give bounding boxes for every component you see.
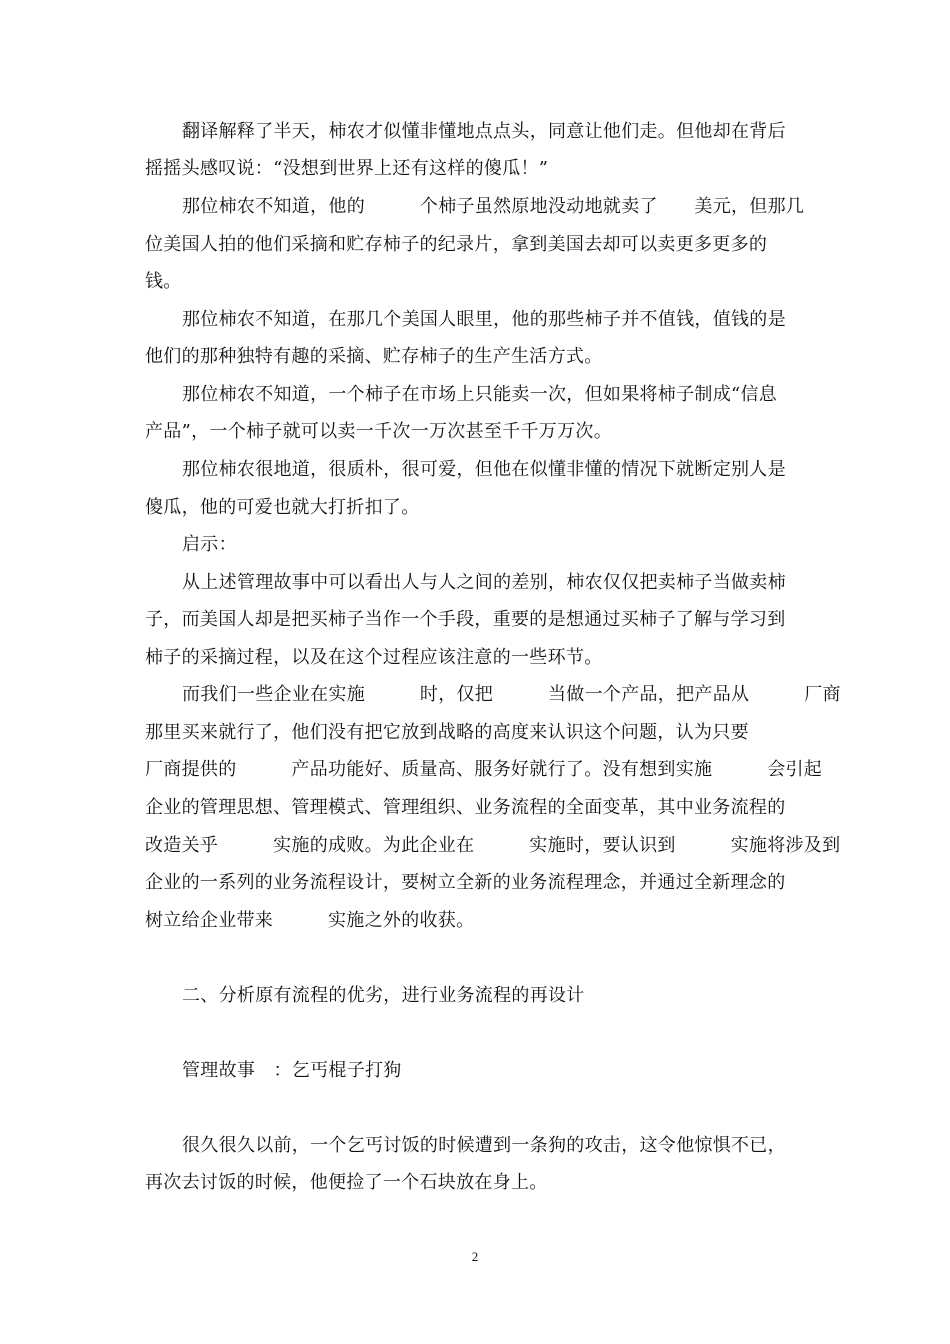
- text-line: 子，而美国人却是把买柿子当作一个手段，重要的是想通过买柿子了解与学习到: [145, 609, 786, 630]
- text-line: 那里买来就行了，他们没有把它放到战略的高度来认识这个问题，认为只要: [145, 722, 749, 743]
- section-heading: 二、分析原有流程的优劣，进行业务流程的再设计: [182, 985, 585, 1006]
- text-line: 产品”，一个柿子就可以卖一千次一万次甚至千千万万次。: [145, 421, 612, 442]
- text-line: 很久很久以前，一个乞丐讨饭的时候遭到一条狗的攻击，这令他惊惧不已，: [182, 1135, 786, 1156]
- text-line: 那位柿农不知道，他的 个柿子虽然原地没动地就卖了 美元，但那几: [182, 196, 805, 217]
- text-line: 钱。: [145, 271, 182, 292]
- text-line: 从上述管理故事中可以看出人与人之间的差别，柿农仅仅把卖柿子当做卖柿: [182, 572, 786, 593]
- text-line: 树立给企业带来 实施之外的收获。: [145, 910, 475, 931]
- text-line: 改造关乎 实施的成败。为此企业在 实施时，要认识到 实施将涉及到: [145, 835, 841, 856]
- story-title: 管理故事 ：乞丐棍子打狗: [182, 1060, 402, 1081]
- text-line: 位美国人拍的他们采摘和贮存柿子的纪录片，拿到美国去却可以卖更多更多的: [145, 234, 768, 255]
- text-line: 再次去讨饭的时候，他便捡了一个石块放在身上。: [145, 1172, 548, 1193]
- text-line: 而我们一些企业在实施 时，仅把 当做一个产品，把产品从 厂商: [182, 684, 841, 705]
- section-label: 启示：: [182, 534, 237, 555]
- text-line: 企业的一系列的业务流程设计，要树立全新的业务流程理念，并通过全新理念的: [145, 872, 786, 893]
- text-line: 那位柿农很地道，很质朴，很可爱，但他在似懂非懂的情况下就断定别人是: [182, 459, 786, 480]
- page-number: 2: [471, 1249, 479, 1264]
- text-line: 他们的那种独特有趣的采摘、贮存柿子的生产生活方式。: [145, 346, 603, 367]
- text-line: 那位柿农不知道，一个柿子在市场上只能卖一次，但如果将柿子制成“信息: [182, 384, 778, 405]
- text-line: 厂商提供的 产品功能好、质量高、服务好就行了。没有想到实施 会引起: [145, 759, 823, 780]
- text-line: 柿子的采摘过程，以及在这个过程应该注意的一些环节。: [145, 647, 603, 668]
- text-line: 翻译解释了半天，柿农才似懂非懂地点点头，同意让他们走。但他却在背后: [182, 121, 786, 142]
- text-line: 摇摇头感叹说：“没想到世界上还有这样的傻瓜！”: [145, 158, 549, 179]
- text-line: 那位柿农不知道，在那几个美国人眼里，他的那些柿子并不值钱，值钱的是: [182, 309, 786, 330]
- text-line: 企业的管理思想、管理模式、管理组织、业务流程的全面变革，其中业务流程的: [145, 797, 786, 818]
- text-line: 傻瓜，他的可爱也就大打折扣了。: [145, 497, 420, 518]
